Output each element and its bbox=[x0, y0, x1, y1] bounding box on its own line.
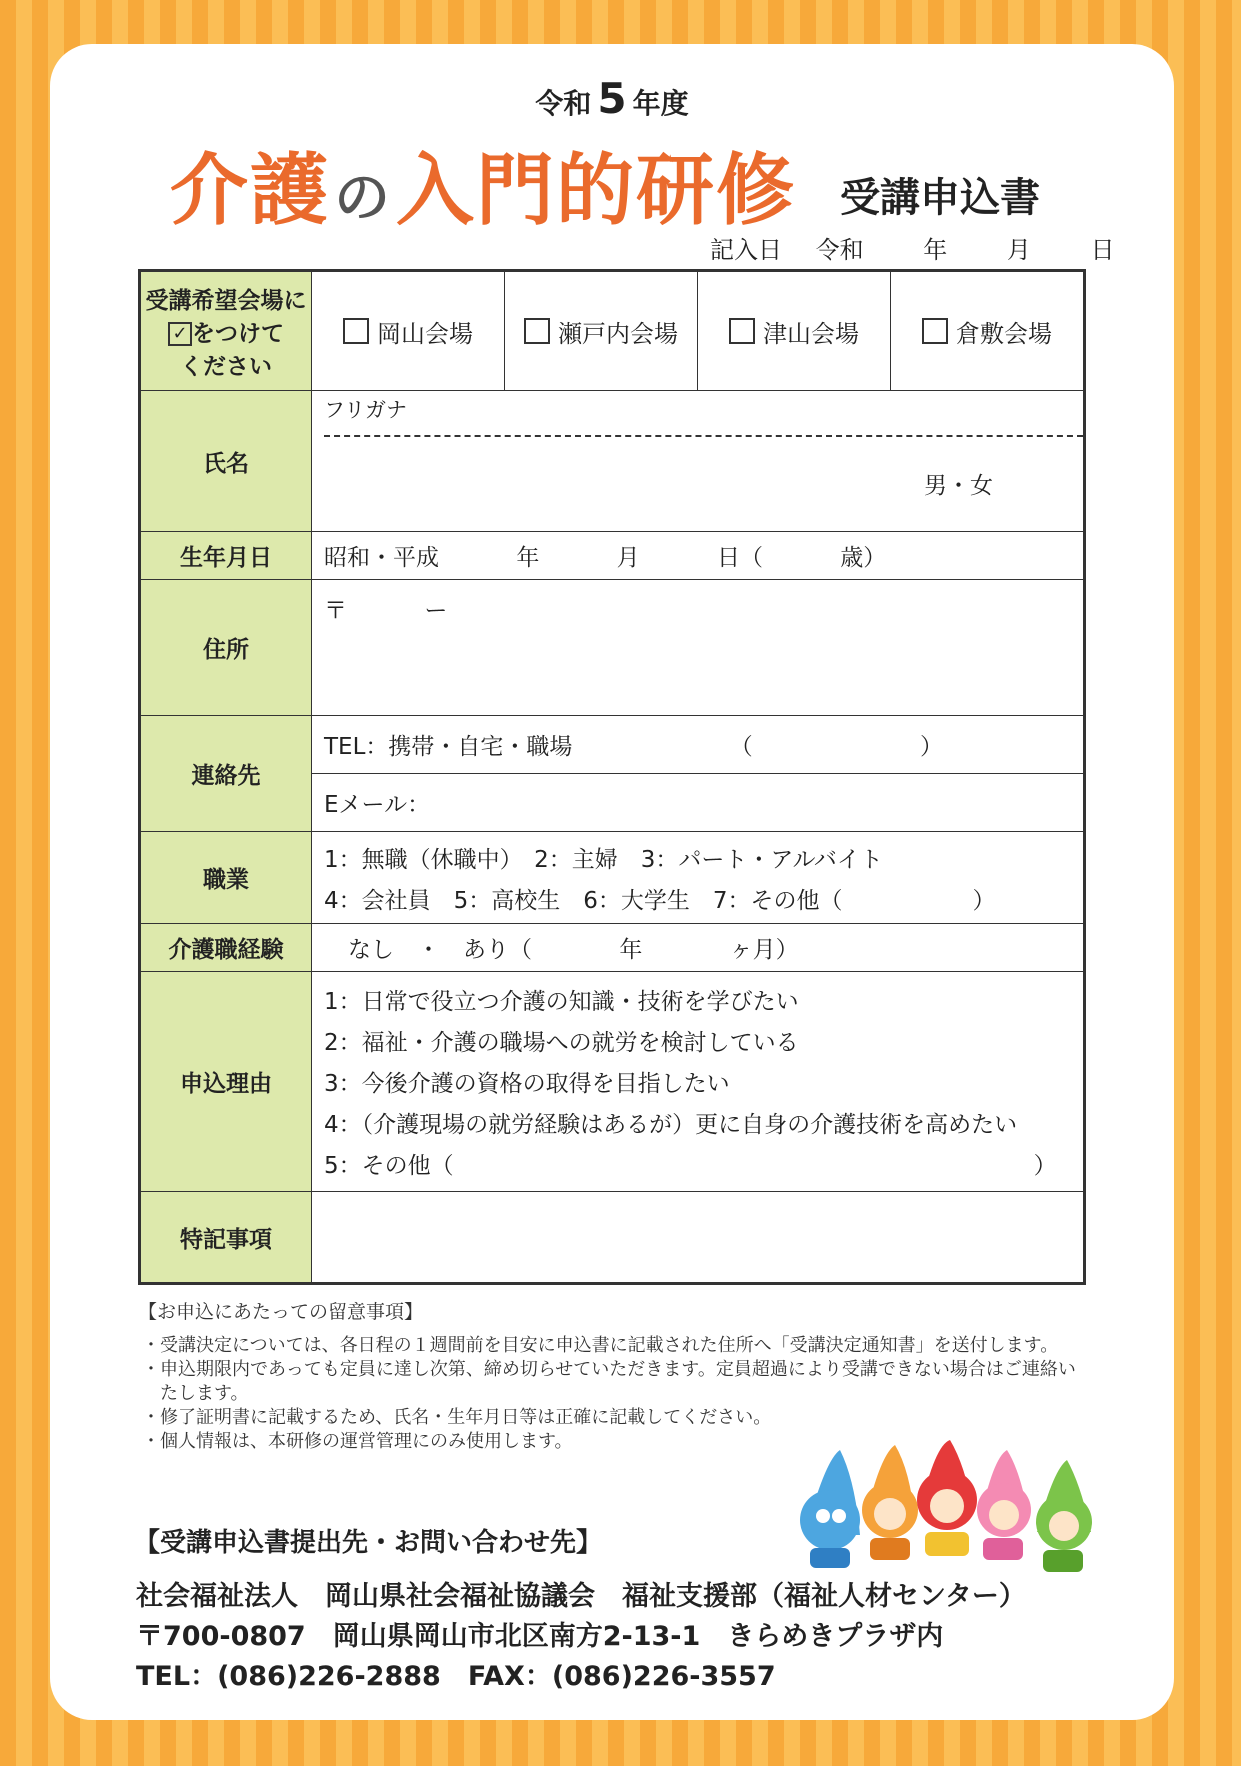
reason-item[interactable]: 1：日常で役立つ介護の知識・技術を学びたい bbox=[324, 989, 799, 1015]
mascot-characters-illustration bbox=[785, 1440, 1115, 1590]
remarks-field[interactable] bbox=[312, 1192, 1085, 1284]
mascot-pink-icon bbox=[977, 1450, 1031, 1560]
date-day[interactable]: 日 bbox=[1090, 236, 1115, 264]
title-part1: 介護 bbox=[170, 145, 331, 236]
venue-okayama[interactable]: 岡山会場 bbox=[312, 272, 504, 390]
tel-field[interactable]: TEL：携帯・自宅・職場 （ ） bbox=[312, 716, 1085, 774]
contact-heading: 【受講申込書提出先・お問い合わせ先】 bbox=[134, 1528, 603, 1558]
form-card bbox=[50, 44, 1174, 1720]
postal-mark: 〒 bbox=[324, 598, 347, 624]
reason-item[interactable]: 3：今後介護の資格の取得を目指したい bbox=[324, 1071, 730, 1097]
contact-label: 連絡先 bbox=[140, 716, 312, 832]
page-subtitle: 受講申込書 bbox=[840, 175, 1040, 221]
occupation-field[interactable]: 1：無職（休職中） 2：主婦 3：パート・アルバイト 4：会社員 5：高校生 6：大学生 7：その他（ ） bbox=[312, 832, 1085, 924]
notes-item: ・個人情報は、本研修の運営管理にのみ使用します。 bbox=[142, 1431, 573, 1452]
address-label: 住所 bbox=[140, 580, 312, 716]
title-particle: の bbox=[334, 165, 393, 231]
reason-item[interactable]: 4：（介護現場の就労経験はあるが）更に自身の介護技術を高めたい bbox=[324, 1112, 1018, 1138]
check-icon: ✓ bbox=[168, 322, 192, 346]
year-number: 5 bbox=[597, 74, 627, 123]
name-field[interactable] bbox=[312, 391, 1085, 532]
date-era: 令和 bbox=[815, 236, 864, 264]
contact-org: 社会福祉法人 岡山県社会福祉協議会 福祉支援部（福祉人材センター） bbox=[136, 1581, 1026, 1612]
venue-kurashiki[interactable]: 倉敷会場 bbox=[890, 272, 1083, 390]
title-part2: 入門的研修 bbox=[396, 145, 797, 236]
occupation-label: 職業 bbox=[140, 832, 312, 924]
venue-label: 受講希望会場に ✓ をつけて ください bbox=[140, 271, 312, 391]
date-month[interactable]: 月 bbox=[1006, 236, 1031, 264]
era-suffix: 年度 bbox=[632, 87, 689, 120]
notes-section bbox=[138, 1300, 1088, 1454]
contact-phone[interactable]: TEL：(086)226-2888 FAX：(086)226-3557 bbox=[136, 1661, 776, 1692]
mascot-blue-icon bbox=[800, 1450, 860, 1568]
notes-item: ・受講決定については、各日程の１週間前を目安に申込書に記載された住所へ「受講決定通知書」を送付します。 bbox=[142, 1335, 1059, 1356]
remarks-label: 特記事項 bbox=[140, 1192, 312, 1284]
address-field[interactable]: 〒 ー bbox=[312, 580, 1085, 716]
date-year[interactable]: 年 bbox=[923, 236, 948, 264]
birthdate-field[interactable]: 昭和・平成 年 月 日（ 歳） bbox=[312, 532, 1085, 580]
entry-date bbox=[710, 230, 1115, 265]
venue-setouchi[interactable]: 瀬戸内会場 bbox=[504, 272, 697, 390]
email-field[interactable]: Eメール： bbox=[312, 774, 1085, 832]
reason-label: 申込理由 bbox=[140, 972, 312, 1192]
reason-item[interactable]: 2：福祉・介護の職場への就労を検討している bbox=[324, 1030, 799, 1056]
mascot-green-icon bbox=[1036, 1460, 1092, 1572]
checkbox-icon[interactable] bbox=[343, 318, 369, 344]
mascot-orange-icon bbox=[862, 1445, 918, 1560]
furigana-field[interactable]: フリガナ bbox=[324, 391, 1083, 437]
birthdate-label: 生年月日 bbox=[140, 532, 312, 580]
application-table bbox=[138, 269, 1086, 1285]
experience-label: 介護職経験 bbox=[140, 924, 312, 972]
fiscal-year bbox=[50, 74, 1174, 123]
notes-item: ・申込期限内であっても定員に達し次第、締め切らせていただきます。定員超過により受講できない場合はご連絡いたします。 bbox=[142, 1359, 1076, 1404]
reason-item: 5：その他（ ） bbox=[324, 1153, 1057, 1179]
contact-address: 〒700-0807 岡山県岡山市北区南方2-13-1 きらめきプラザ内 bbox=[136, 1621, 944, 1652]
checkbox-icon[interactable] bbox=[922, 318, 948, 344]
page-title bbox=[170, 128, 796, 240]
gender-select[interactable]: 男・女 bbox=[924, 473, 993, 499]
checkbox-icon[interactable] bbox=[729, 318, 755, 344]
checkbox-icon[interactable] bbox=[524, 318, 550, 344]
notes-item: ・修了証明書に記載するため、氏名・生年月日等は正確に記載してください。 bbox=[142, 1407, 772, 1428]
reason-field[interactable] bbox=[312, 972, 1085, 1192]
venue-tsuyama[interactable]: 津山会場 bbox=[697, 272, 890, 390]
experience-field[interactable]: なし ・ あり（ 年 ヶ月） bbox=[312, 924, 1085, 972]
name-label: 氏名 bbox=[140, 391, 312, 532]
date-label: 記入日 bbox=[710, 236, 782, 264]
notes-head: 【お申込にあたっての留意事項】 bbox=[138, 1301, 424, 1323]
venue-options bbox=[312, 272, 1083, 390]
mascot-red-icon bbox=[917, 1440, 977, 1556]
era-prefix: 令和 bbox=[535, 87, 592, 120]
